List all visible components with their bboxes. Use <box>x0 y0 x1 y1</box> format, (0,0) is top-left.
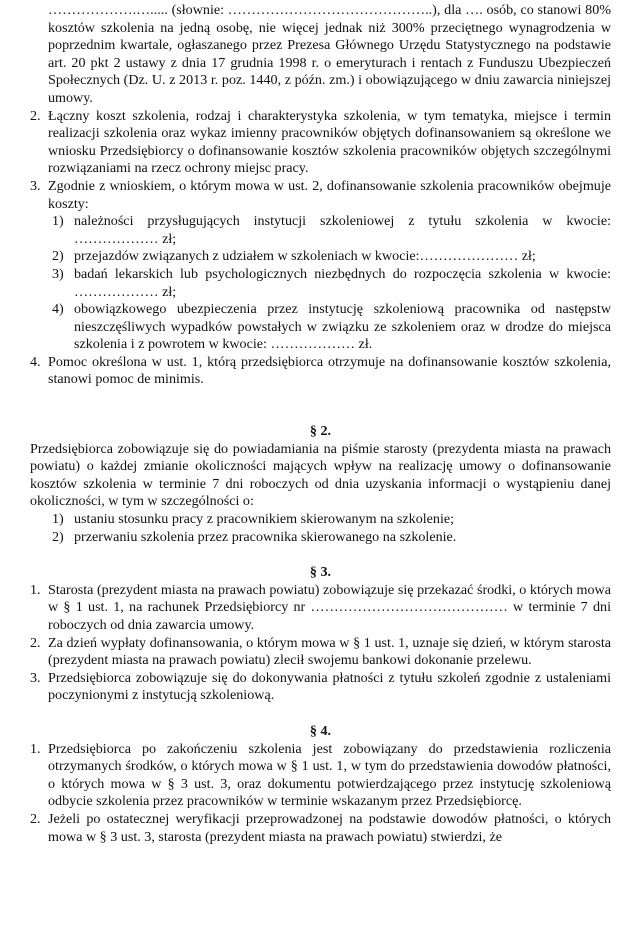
item-number: 2. <box>30 634 41 651</box>
item-text: Jeżeli po ostatecznej weryfikacji przeprowadzonej na podstawie dowodów płatności, o których mowa w § 3 ust. 3, starosta (prezydent miasta na prawach powiatu) stwierdzi, że <box>48 810 611 845</box>
subitem-number: 1) <box>52 511 64 528</box>
item-text: Łączny koszt szkolenia, rodzaj i charakterystyka szkolenia, w tym tematyka, miejsce i termin realizacji szkolenia oraz wykaz imienny pracowników objętych dofinansowaniem są określone we wniosku Przedsiębiorcy o dofinansowanie kosztów szkolenia pracowników objętych szczególnymi rozwiązaniami na rzecz ochrony miejsc pracy. <box>48 107 611 177</box>
subitem-text: ustaniu stosunku pracy z pracownikiem skierowanym na szkolenie; <box>74 511 455 528</box>
subitem-text: należności przysługujących instytucji szkoleniowej z tytułu szkolenia w kwocie: ……………… zł; <box>74 213 611 247</box>
subitem-text: przerwaniu szkolenia przez pracownika skierowanego na szkolenie. <box>74 528 457 545</box>
section2-text: Przedsiębiorca zobowiązuje się do powiadamiania na piśmie starosty (prezydenta miasta na prawach powiatu) o każdej zmianie okoliczności mających wpływ na realizację umowy o dofinansowanie kosztów szkolenia w terminie 7 dni roboczych od dnia uzyskania informacji o wystąpieniu danej okoliczności, w tym w szczególności o: <box>30 440 611 510</box>
item-number: 1. <box>30 581 41 598</box>
section1-item-3 <box>30 178 611 213</box>
item-text: Zgodnie z wnioskiem, o którym mowa w ust. 2, dofinansowanie szkolenia pracowników obejmuje koszty: <box>48 177 611 212</box>
item-number: 4. <box>30 353 41 370</box>
item-number: 3. <box>30 669 41 686</box>
item-text: Pomoc określona w ust. 1, którą przedsiębiorca otrzymuje na dofinansowanie kosztów szkolenia, stanowi pomoc de minimis. <box>48 353 611 388</box>
subitem-number: 1) <box>52 213 64 230</box>
item-number: 3. <box>30 177 41 194</box>
item-text: Starosta (prezydent miasta na prawach powiatu) zobowiązuje się przekazać środki, o których mowa w § 1 ust. 1, na rachunek Przedsiębiorcy nr …………………………………… w terminie 7 dni roboczych od dnia zawarcia umowy. <box>48 581 611 633</box>
section3-item-1 <box>30 582 611 635</box>
subitem-text: badań lekarskich lub psychologicznych niezbędnych do rozpoczęcia szkolenia w kwocie: ……………… zł; <box>74 265 611 300</box>
item-text: Za dzień wypłaty dofinansowania, o którym mowa w § 1 ust. 1, uznaje się dzień, w którym starosta (prezydent miasta na prawach powiatu) zlecił swojemu bankowi dokonanie przelewu. <box>48 634 611 669</box>
section3-item-3 <box>30 670 611 705</box>
item-number: 2. <box>30 107 41 124</box>
subitem-text: przejazdów związanych z udziałem w szkoleniach w kwocie:………………… zł; <box>74 248 536 265</box>
section2-heading: § 2. <box>309 423 332 440</box>
subitem-number: 2) <box>52 528 64 545</box>
cost-subitem-2 <box>30 248 611 266</box>
section1-item-2 <box>30 108 611 178</box>
spacer <box>30 546 611 564</box>
notice-subitem-2 <box>30 529 611 547</box>
item-text: Przedsiębiorca zobowiązuje się do dokonywania płatności z tytułu szkoleń zgodnie z ustaleniami poczynionymi z instytucją szkoleniową. <box>48 669 611 704</box>
section1-item-4 <box>30 354 611 389</box>
subitem-text: obowiązkowego ubezpieczenia przez instytucję szkoleniową pracownika od następstw nieszczęśliwych wypadków powstałych w związku ze szkoleniem oraz w drodze do miejsca szkolenia i z powrotem w kwocie: ……………… zł. <box>74 301 611 353</box>
cost-subitem-3 <box>30 266 611 301</box>
section3-item-2 <box>30 635 611 670</box>
item-text: Przedsiębiorca po zakończeniu szkolenia jest zobowiązany do przedstawienia rozliczenia otrzymanych środków, o których mowa w § 1 ust. 1, w tym do przedstawienia dowodów płatności, o których mowa w § 3 ust. 3, oraz dokumentu potwierdzającego przez instytucję szkoleniową odbycie szkolenia przez pracowników w terminie wskazanym przez Przedsiębiorcę. <box>48 740 611 810</box>
section4-heading: § 4. <box>309 722 332 739</box>
subitem-number: 2) <box>52 248 64 265</box>
paragraph-1-continuation: ……………….…..... (słownie: ……………………………………..), dla …. osób, co stanowi 80% kosztów szkolenia na jedną osobę, nie więcej jednak niż 300% przeciętnego wynagrodzenia w poprzednim kwartale, ogłaszanego przez Prezesa Głównego Urzędu Statystycznego na podstawie art. 20 pkt 2 ustawy z dnia 17 grudnia 1998 r. o emeryturach i rentach z Funduszu Ubezpieczeń Społecznych (Dz. U. z 2013 r. poz. 1440, z późn. zm.) i obowiązującego w dniu zawarcia niniejszej umowy. <box>48 2 611 106</box>
notice-subitem-1 <box>30 511 611 529</box>
section4-item-1 <box>30 741 611 811</box>
spacer <box>30 705 611 723</box>
subitem-number: 4) <box>52 301 64 318</box>
section4-item-2 <box>30 811 611 846</box>
item-number: 1. <box>30 740 41 757</box>
spacer <box>30 389 611 423</box>
cost-subitem-4 <box>30 301 611 354</box>
item-number: 2. <box>30 810 41 827</box>
subitem-number: 3) <box>52 265 64 282</box>
section3-heading: § 3. <box>309 564 332 581</box>
cost-subitem-1 <box>30 213 611 248</box>
